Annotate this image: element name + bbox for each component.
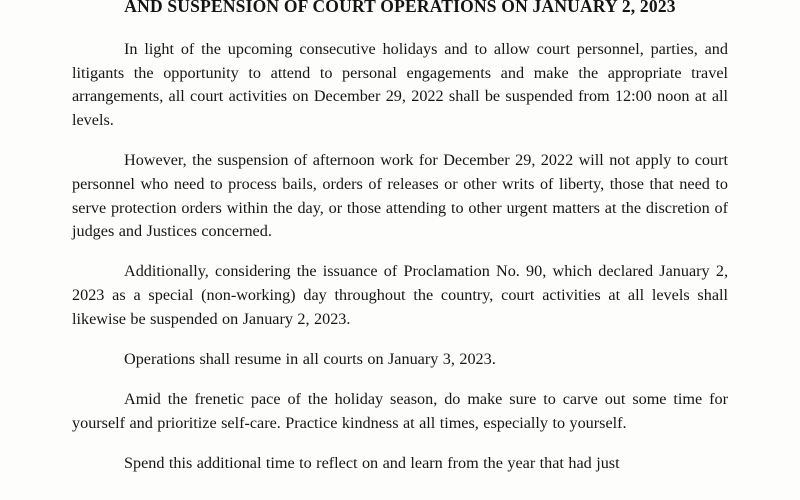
paragraph-truncated: Spend this additional time to reflect on and learn from the year that had just [124, 453, 620, 472]
paragraph: Amid the frenetic pace of the holiday season, do make sure to carve out some time for yourself and prioritize self-care. Practice kindness at all times, especially to yourself. [72, 390, 728, 432]
document-title: AND SUSPENSION OF COURT OPERATIONS ON JANUARY 2, 2023 [124, 0, 676, 16]
paragraph: Additionally, considering the issuance of Proclamation No. 90, which declared January 2, 2023 as a special (non-working) day throughout the country, court activities at all levels shall likewise be suspended on January 2, 2023. [72, 262, 728, 328]
page-bottom-edge [0, 494, 800, 500]
document-body [72, 38, 728, 475]
paragraph: Operations shall resume in all courts on January 3, 2023. [124, 349, 496, 368]
paragraph: In light of the upcoming consecutive holidays and to allow court personnel, parties, and litigants the opportunity to attend to personal engagements and make the appropriate travel arrangements, all court activities on December 29, 2022 shall be suspended from 12:00 noon at all levels. [72, 40, 728, 130]
paragraph: However, the suspension of afternoon work for December 29, 2022 will not apply to court personnel who need to process bails, orders of releases or other writs of liberty, those that need to serve protection orders within the day, or those attending to other urgent matters at the discretion of judges and Justices concerned. [72, 151, 728, 241]
